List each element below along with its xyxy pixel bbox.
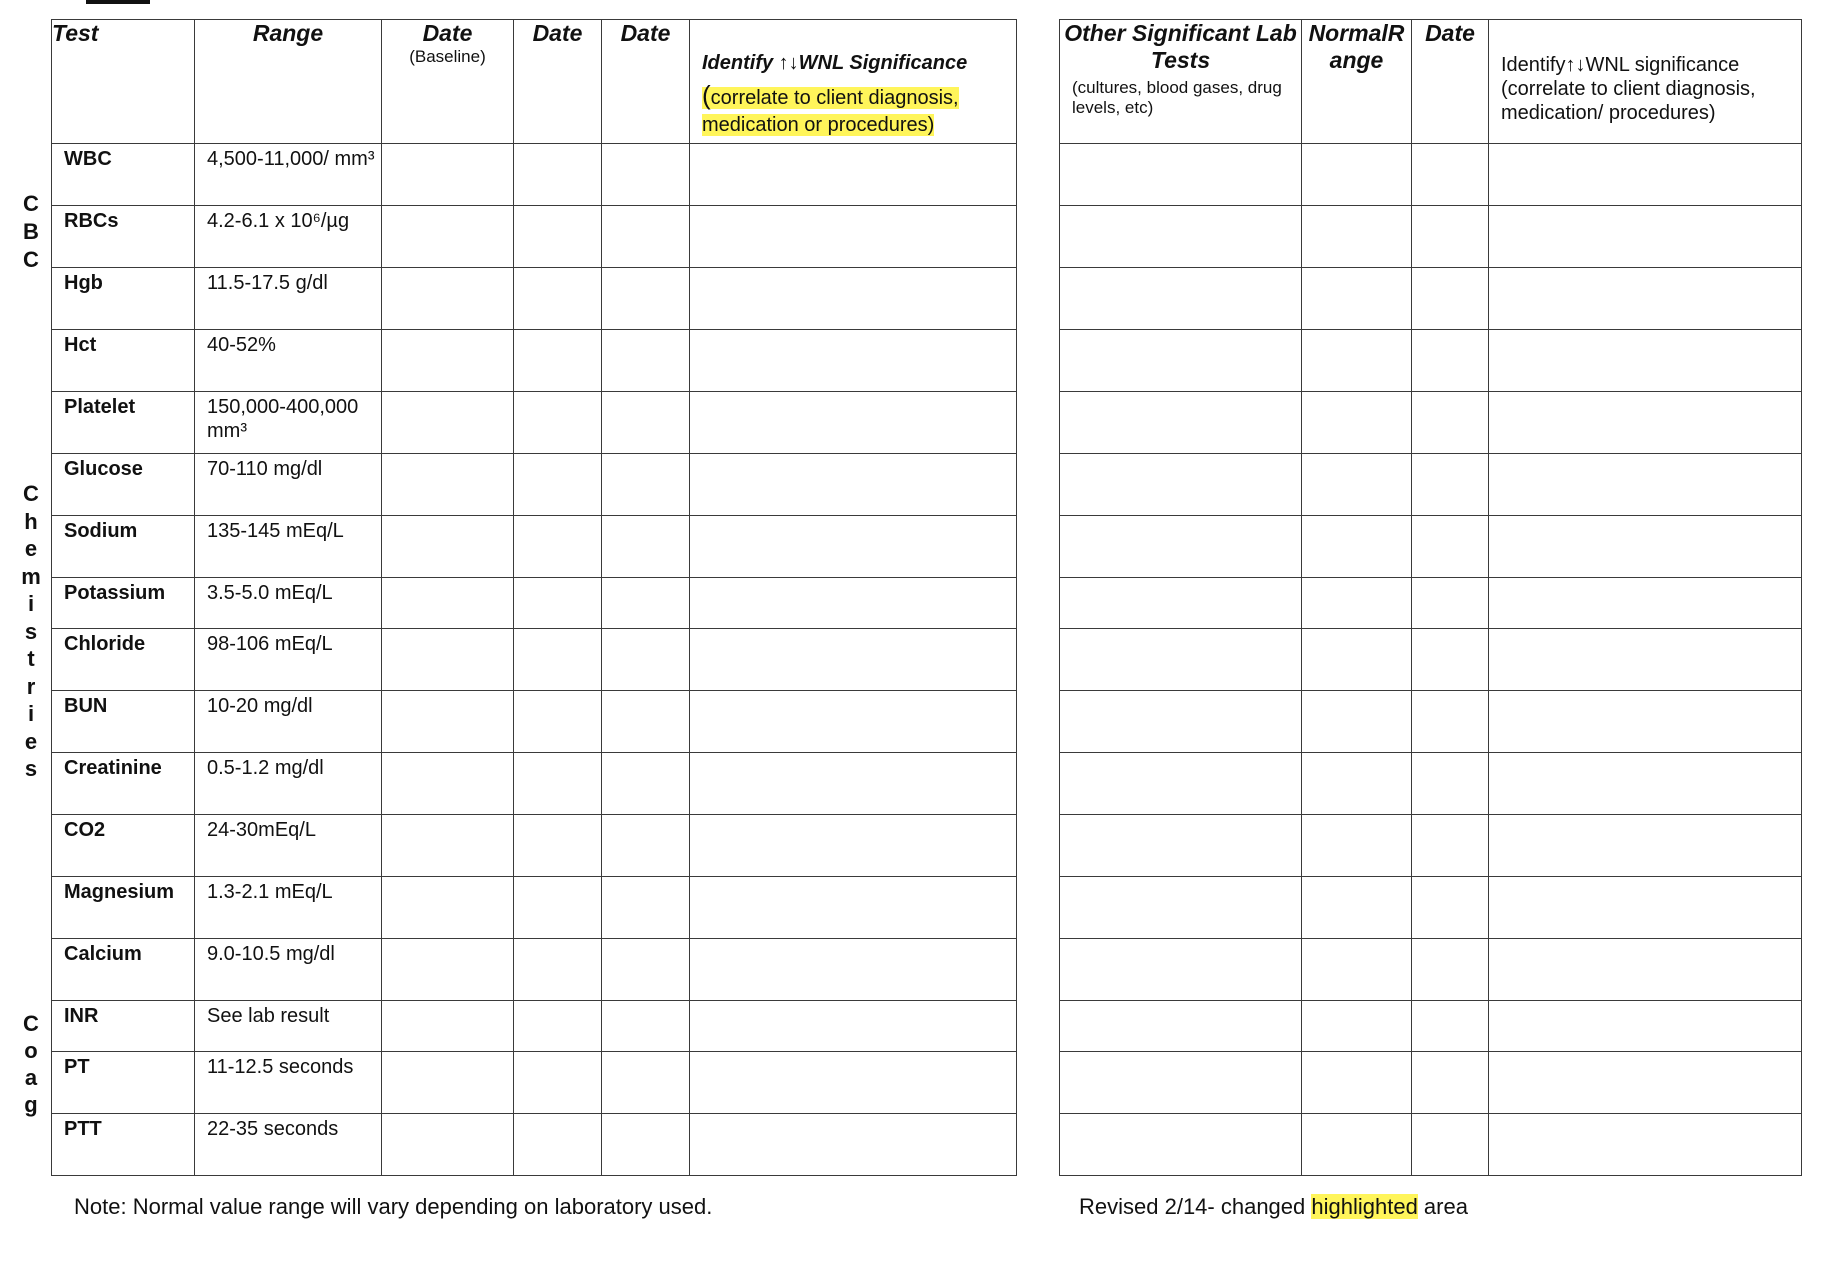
- other-test-cell[interactable]: [1060, 753, 1302, 815]
- date2-value-cell[interactable]: [514, 206, 602, 268]
- test-name-cell: Creatinine: [52, 753, 195, 815]
- date-column-header-2: Date: [514, 20, 602, 144]
- date2-value-cell[interactable]: [514, 578, 602, 629]
- test-name-cell: PT: [52, 1052, 195, 1114]
- table-row: [1060, 1114, 1802, 1176]
- test-name-cell: PTT: [52, 1114, 195, 1176]
- table-row: [1060, 578, 1802, 629]
- test-name-cell: Potassium: [52, 578, 195, 629]
- significance-cell[interactable]: [690, 939, 1017, 1001]
- date-value-cell[interactable]: [1412, 144, 1489, 206]
- range-cell: 3.5-5.0 mEq/L: [195, 578, 382, 629]
- other-test-cell[interactable]: [1060, 1001, 1302, 1052]
- table-row: [1060, 454, 1802, 516]
- significance-cell[interactable]: [690, 516, 1017, 578]
- other-test-cell[interactable]: [1060, 1052, 1302, 1114]
- baseline-value-cell[interactable]: [382, 939, 514, 1001]
- range-column-header: Range: [195, 20, 382, 144]
- significance-cell[interactable]: [690, 206, 1017, 268]
- range-cell: 10-20 mg/dl: [195, 691, 382, 753]
- other-test-cell[interactable]: [1060, 392, 1302, 454]
- side-letter: m: [21, 563, 41, 589]
- date3-value-cell[interactable]: [602, 877, 690, 939]
- test-name-cell: Hct: [52, 330, 195, 392]
- date-value-cell[interactable]: [1412, 330, 1489, 392]
- normal-range-cell[interactable]: [1302, 268, 1412, 330]
- table-row: [52, 392, 1017, 454]
- date-value-cell[interactable]: [1412, 578, 1489, 629]
- lab-values-body: [52, 144, 1017, 1176]
- significance-cell[interactable]: [1489, 1114, 1802, 1176]
- date2-value-cell[interactable]: [514, 1052, 602, 1114]
- date-value-cell[interactable]: [1412, 629, 1489, 691]
- significance-cell[interactable]: [690, 1052, 1017, 1114]
- baseline-value-cell[interactable]: [382, 578, 514, 629]
- other-test-cell[interactable]: [1060, 815, 1302, 877]
- range-cell: 150,000-400,000 mm³: [195, 392, 382, 454]
- revision-suffix: area: [1417, 1194, 1468, 1219]
- table-row: [1060, 815, 1802, 877]
- significance-open-paren: (: [702, 80, 711, 110]
- normal-range-cell[interactable]: [1302, 144, 1412, 206]
- date3-value-cell[interactable]: [602, 516, 690, 578]
- table-row: [1060, 206, 1802, 268]
- table-row: [1060, 1052, 1802, 1114]
- table-row: [52, 454, 1017, 516]
- range-cell: 11.5-17.5 g/dl: [195, 268, 382, 330]
- top-decorative-mark: [86, 0, 150, 4]
- date2-value-cell[interactable]: [514, 516, 602, 578]
- revision-note: [1079, 1194, 1468, 1220]
- significance-cell[interactable]: [690, 578, 1017, 629]
- side-letter: s: [24, 618, 38, 644]
- table-row: [1060, 939, 1802, 1001]
- significance-cell[interactable]: [1489, 144, 1802, 206]
- normal-range-cell[interactable]: [1302, 877, 1412, 939]
- table-row: [52, 206, 1017, 268]
- date-value-cell[interactable]: [1412, 1001, 1489, 1052]
- table-row: [52, 753, 1017, 815]
- range-cell: 24-30mEq/L: [195, 815, 382, 877]
- test-name-cell: CO2: [52, 815, 195, 877]
- normal-range-cell[interactable]: [1302, 454, 1412, 516]
- range-cell: 98-106 mEq/L: [195, 629, 382, 691]
- other-test-cell[interactable]: [1060, 330, 1302, 392]
- range-cell: See lab result: [195, 1001, 382, 1052]
- other-test-cell[interactable]: [1060, 516, 1302, 578]
- other-test-cell[interactable]: [1060, 206, 1302, 268]
- table-row: [52, 629, 1017, 691]
- range-cell: 4.2-6.1 x 10⁶/µg: [195, 206, 382, 268]
- test-name-cell: Magnesium: [52, 877, 195, 939]
- significance-cell[interactable]: [1489, 578, 1802, 629]
- other-tests-title: Other Significant Lab Tests: [1064, 20, 1297, 73]
- baseline-value-cell[interactable]: [382, 268, 514, 330]
- table-header-row: [52, 20, 1017, 144]
- table-row: [52, 1114, 1017, 1176]
- significance-column-header: [690, 20, 1017, 144]
- significance-cell[interactable]: [690, 1001, 1017, 1052]
- range-cell: 4,500-11,000/ mm³: [195, 144, 382, 206]
- side-letter: e: [24, 728, 38, 754]
- table-row: [1060, 1001, 1802, 1052]
- baseline-value-cell[interactable]: [382, 629, 514, 691]
- baseline-value-cell[interactable]: [382, 1114, 514, 1176]
- side-letter: t: [27, 646, 35, 671]
- baseline-value-cell[interactable]: [382, 877, 514, 939]
- baseline-date-label: Date: [422, 20, 473, 46]
- baseline-value-cell[interactable]: [382, 691, 514, 753]
- date3-value-cell[interactable]: [602, 144, 690, 206]
- range-cell: 135-145 mEq/L: [195, 516, 382, 578]
- date2-value-cell[interactable]: [514, 1114, 602, 1176]
- baseline-value-cell[interactable]: [382, 1052, 514, 1114]
- table-row: [52, 691, 1017, 753]
- date3-value-cell[interactable]: [602, 629, 690, 691]
- table-row: [52, 144, 1017, 206]
- normal-range-cell[interactable]: [1302, 753, 1412, 815]
- side-letter: C: [23, 1011, 39, 1036]
- table-row: [1060, 392, 1802, 454]
- table-row: [52, 939, 1017, 1001]
- date3-value-cell[interactable]: [602, 691, 690, 753]
- date3-value-cell[interactable]: [602, 753, 690, 815]
- side-letter: i: [27, 701, 35, 726]
- normal-range-cell[interactable]: [1302, 815, 1412, 877]
- significance-cell[interactable]: [690, 877, 1017, 939]
- significance-cell[interactable]: [1489, 753, 1802, 815]
- range-cell: 11-12.5 seconds: [195, 1052, 382, 1114]
- date2-value-cell[interactable]: [514, 454, 602, 516]
- table-row: [1060, 516, 1802, 578]
- date2-value-cell[interactable]: [514, 877, 602, 939]
- significance-cell[interactable]: [690, 753, 1017, 815]
- normal-range-cell[interactable]: [1302, 939, 1412, 1001]
- table-row: [1060, 691, 1802, 753]
- baseline-sublabel: (Baseline): [409, 47, 486, 66]
- test-name-cell: Chloride: [52, 629, 195, 691]
- significance-cell[interactable]: [1489, 877, 1802, 939]
- significance-cell[interactable]: [1489, 454, 1802, 516]
- significance-highlighted-note: [702, 80, 959, 136]
- side-letter: C: [23, 247, 39, 272]
- right-date-column-header: Date: [1412, 20, 1489, 144]
- chemistries-side-label: [18, 480, 44, 783]
- test-name-cell: Platelet: [52, 392, 195, 454]
- significance-cell[interactable]: [1489, 516, 1802, 578]
- significance-cell[interactable]: [1489, 939, 1802, 1001]
- date-value-cell[interactable]: [1412, 939, 1489, 1001]
- normal-range-cell[interactable]: [1302, 1001, 1412, 1052]
- normal-range-cell[interactable]: [1302, 330, 1412, 392]
- other-test-cell[interactable]: [1060, 454, 1302, 516]
- test-name-cell: WBC: [52, 144, 195, 206]
- other-test-cell[interactable]: [1060, 877, 1302, 939]
- date3-value-cell[interactable]: [602, 815, 690, 877]
- lab-range-note: Note: Normal value range will vary depending on laboratory used.: [74, 1194, 713, 1219]
- date-value-cell[interactable]: [1412, 753, 1489, 815]
- significance-cell[interactable]: [1489, 815, 1802, 877]
- date-value-cell[interactable]: [1412, 877, 1489, 939]
- table-row: [52, 1052, 1017, 1114]
- revision-highlighted-word: highlighted: [1311, 1194, 1418, 1219]
- date3-value-cell[interactable]: [602, 268, 690, 330]
- baseline-value-cell[interactable]: [382, 206, 514, 268]
- significance-cell[interactable]: [690, 815, 1017, 877]
- test-column-header: Test: [52, 20, 195, 144]
- baseline-value-cell[interactable]: [382, 1001, 514, 1052]
- side-letter: a: [24, 1065, 38, 1090]
- significance-cell[interactable]: [1489, 1052, 1802, 1114]
- side-letter: B: [23, 219, 39, 244]
- date-value-cell[interactable]: [1412, 1052, 1489, 1114]
- table-row: [1060, 877, 1802, 939]
- significance-cell[interactable]: [1489, 206, 1802, 268]
- date2-value-cell[interactable]: [514, 815, 602, 877]
- date2-value-cell[interactable]: [514, 392, 602, 454]
- range-cell: 9.0-10.5 mg/dl: [195, 939, 382, 1001]
- coag-side-label: [18, 1010, 44, 1118]
- significance-cell[interactable]: [1489, 268, 1802, 330]
- range-cell: 0.5-1.2 mg/dl: [195, 753, 382, 815]
- table-row: [52, 268, 1017, 330]
- date3-value-cell[interactable]: [602, 939, 690, 1001]
- test-name-cell: INR: [52, 1001, 195, 1052]
- baseline-value-cell[interactable]: [382, 144, 514, 206]
- date-column-header-3: Date: [602, 20, 690, 144]
- side-letter: s: [24, 756, 38, 781]
- table-row: [1060, 753, 1802, 815]
- lab-values-table: [51, 19, 1017, 1176]
- table-row: [52, 516, 1017, 578]
- other-lab-tests-table: [1059, 19, 1802, 1176]
- normal-range-cell[interactable]: [1302, 629, 1412, 691]
- date3-value-cell[interactable]: [602, 392, 690, 454]
- date-value-cell[interactable]: [1412, 268, 1489, 330]
- other-tests-sublabel: (cultures, blood gases, drug levels, etc): [1072, 78, 1282, 117]
- significance-cell[interactable]: [690, 330, 1017, 392]
- significance-cell[interactable]: [690, 392, 1017, 454]
- date2-value-cell[interactable]: [514, 144, 602, 206]
- table-row: [1060, 629, 1802, 691]
- baseline-value-cell[interactable]: [382, 815, 514, 877]
- other-test-cell[interactable]: [1060, 268, 1302, 330]
- cbc-side-label: [18, 190, 44, 274]
- date3-value-cell[interactable]: [602, 330, 690, 392]
- significance-cell[interactable]: [1489, 629, 1802, 691]
- range-cell: 22-35 seconds: [195, 1114, 382, 1176]
- normal-range-cell[interactable]: [1302, 516, 1412, 578]
- baseline-value-cell[interactable]: [382, 454, 514, 516]
- other-tests-column-header: [1060, 20, 1302, 144]
- other-lab-tests-body: [1060, 144, 1802, 1176]
- significance-cell[interactable]: [690, 454, 1017, 516]
- date3-value-cell[interactable]: [602, 1052, 690, 1114]
- side-letter: i: [27, 591, 35, 616]
- side-letter: g: [24, 1092, 38, 1117]
- baseline-value-cell[interactable]: [382, 330, 514, 392]
- table-row: [1060, 330, 1802, 392]
- test-name-cell: Sodium: [52, 516, 195, 578]
- date2-value-cell[interactable]: [514, 268, 602, 330]
- significance-cell[interactable]: [690, 1114, 1017, 1176]
- test-name-cell: Calcium: [52, 939, 195, 1001]
- normal-range-cell[interactable]: [1302, 392, 1412, 454]
- table-row: [52, 330, 1017, 392]
- date3-value-cell[interactable]: [602, 1001, 690, 1052]
- significance-cell[interactable]: [690, 691, 1017, 753]
- date-value-cell[interactable]: [1412, 815, 1489, 877]
- normal-range-cell[interactable]: [1302, 691, 1412, 753]
- test-name-cell: Glucose: [52, 454, 195, 516]
- date2-value-cell[interactable]: [514, 330, 602, 392]
- significance-title: Identify ↑↓WNL Significance: [702, 52, 968, 74]
- table-row: [52, 877, 1017, 939]
- table-row: [1060, 144, 1802, 206]
- range-cell: 70-110 mg/dl: [195, 454, 382, 516]
- normal-range-cell[interactable]: [1302, 578, 1412, 629]
- normal-range-cell[interactable]: [1302, 206, 1412, 268]
- date-value-cell[interactable]: [1412, 1114, 1489, 1176]
- significance-cell[interactable]: [690, 144, 1017, 206]
- other-test-cell[interactable]: [1060, 691, 1302, 753]
- test-name-cell: RBCs: [52, 206, 195, 268]
- date3-value-cell[interactable]: [602, 206, 690, 268]
- normal-range-cell[interactable]: [1302, 1114, 1412, 1176]
- range-cell: 40-52%: [195, 330, 382, 392]
- other-test-cell[interactable]: [1060, 144, 1302, 206]
- table-row: [52, 1001, 1017, 1052]
- test-name-cell: BUN: [52, 691, 195, 753]
- side-letter: C: [23, 481, 39, 506]
- table-row: [52, 578, 1017, 629]
- side-letter: e: [24, 536, 38, 561]
- date2-value-cell[interactable]: [514, 629, 602, 691]
- significance-cell[interactable]: [690, 268, 1017, 330]
- date-value-cell[interactable]: [1412, 392, 1489, 454]
- normal-range-column-header: NormalR ange: [1302, 20, 1412, 144]
- date-value-cell[interactable]: [1412, 454, 1489, 516]
- significance-cell[interactable]: [690, 629, 1017, 691]
- date3-value-cell[interactable]: [602, 454, 690, 516]
- right-table-header-row: [1060, 20, 1802, 144]
- baseline-value-cell[interactable]: [382, 392, 514, 454]
- date3-value-cell[interactable]: [602, 1114, 690, 1176]
- date2-value-cell[interactable]: [514, 939, 602, 1001]
- side-letter: h: [24, 508, 38, 534]
- date-value-cell[interactable]: [1412, 206, 1489, 268]
- significance-cell[interactable]: [1489, 1001, 1802, 1052]
- normal-range-cell[interactable]: [1302, 1052, 1412, 1114]
- range-cell: 1.3-2.1 mEq/L: [195, 877, 382, 939]
- date-value-cell[interactable]: [1412, 516, 1489, 578]
- significance-cell[interactable]: [1489, 330, 1802, 392]
- side-letter: C: [23, 191, 39, 216]
- side-letter: o: [24, 1038, 38, 1063]
- other-test-cell[interactable]: [1060, 1114, 1302, 1176]
- other-test-cell[interactable]: [1060, 939, 1302, 1001]
- significance-note-text: correlate to client diagnosis, medication or procedures): [702, 87, 959, 136]
- baseline-value-cell[interactable]: [382, 516, 514, 578]
- side-letter: r: [26, 673, 36, 699]
- date3-value-cell[interactable]: [602, 578, 690, 629]
- other-test-cell[interactable]: [1060, 578, 1302, 629]
- significance-cell[interactable]: [1489, 691, 1802, 753]
- table-row: [1060, 268, 1802, 330]
- test-name-cell: Hgb: [52, 268, 195, 330]
- date2-value-cell[interactable]: [514, 753, 602, 815]
- date2-value-cell[interactable]: [514, 691, 602, 753]
- baseline-value-cell[interactable]: [382, 753, 514, 815]
- revision-prefix: Revised 2/14- changed: [1079, 1194, 1312, 1219]
- baseline-date-column-header: [382, 20, 514, 144]
- significance-cell[interactable]: [1489, 392, 1802, 454]
- date-value-cell[interactable]: [1412, 691, 1489, 753]
- right-significance-column-header: Identify↑↓WNL significance (correlate to client diagnosis, medication/ procedures): [1489, 20, 1802, 144]
- date2-value-cell[interactable]: [514, 1001, 602, 1052]
- table-row: [52, 815, 1017, 877]
- other-test-cell[interactable]: [1060, 629, 1302, 691]
